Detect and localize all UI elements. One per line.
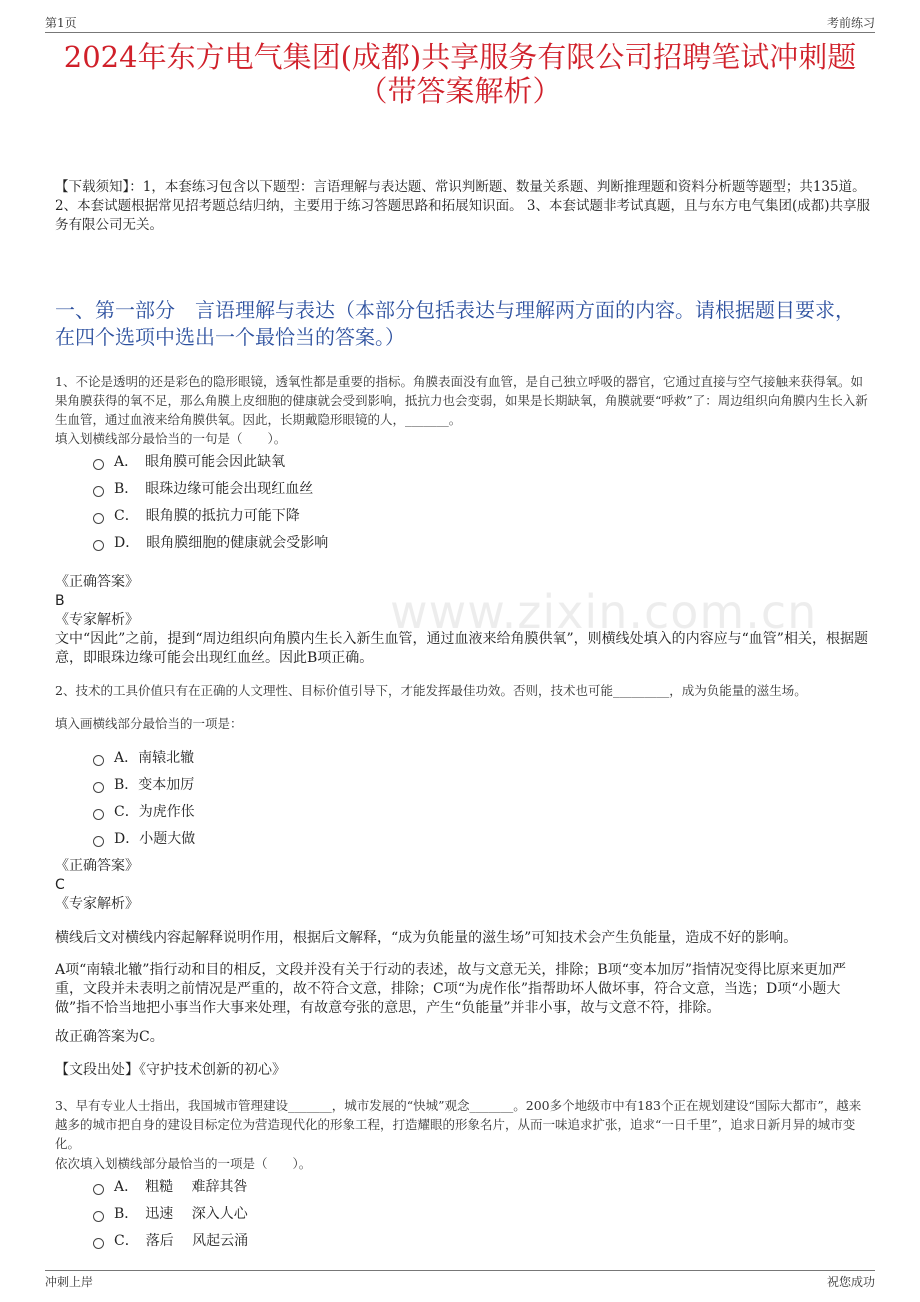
- section-heading: 一、第一部分 言语理解与表达（本部分包括表达与理解两方面的内容。请根据题目要求，在四个选项中选出一个最恰当的答案。）: [55, 298, 855, 349]
- radio-icon[interactable]: [93, 486, 104, 497]
- footer-right: 祝您成功: [826, 1274, 875, 1289]
- q1-option-d[interactable]: [93, 531, 328, 553]
- q2-option-a[interactable]: [93, 746, 194, 768]
- download-notice: 【下载须知】：1，本套练习包含以下题型：言语理解与表达题、常识判断题、数量关系题、判断推理题和资料分析题等题型；共135道。 2、本套试题根据常见招考题总结归纳，主要用于练习答题思路和拓展知识面。 3、本套试题非考试真题，且与东方电气集团(成都)共享服务有限公司无关。: [55, 179, 871, 233]
- header-tag: 考前练习: [826, 15, 875, 30]
- q3-option-c[interactable]: [93, 1229, 248, 1251]
- page-number: 第1页: [45, 15, 77, 30]
- page-header: [45, 12, 875, 33]
- radio-icon[interactable]: [93, 540, 104, 551]
- option-label: D．小题大做: [114, 831, 196, 847]
- option-label: A． 眼角膜可能会因此缺氧: [114, 454, 286, 470]
- q2-answer: C: [55, 877, 65, 893]
- q2-analysis-1: 横线后文对横线内容起解释说明作用，根据后文解释，“成为负能量的滋生场”可知技术会产生负能量，造成不好的影响。: [55, 930, 798, 946]
- option-label: B． 眼珠边缘可能会出现红血丝: [114, 481, 314, 497]
- q1-analysis: 文中“因此”之前，提到“周边组织向角膜内生长入新生血管，通过血液来给角膜供氧”，则横线处填入的内容应与“血管”相关，根据题意，即眼珠边缘可能会出现红血丝。因此B项正确。: [55, 631, 868, 666]
- option-label: B． 迅速 深入人心: [114, 1206, 248, 1222]
- option-label: C． 眼角膜的抵抗力可能下降: [114, 508, 300, 524]
- radio-icon[interactable]: [93, 513, 104, 524]
- q2-analysis-3: 故正确答案为C。: [55, 1029, 164, 1045]
- q2-analysis-label: 《专家解析》: [55, 896, 139, 912]
- option-label: C．为虎作伥: [114, 804, 195, 820]
- q1-answer-label: 《正确答案》: [55, 574, 139, 590]
- title-line-1: 2024年东方电气集团(成都)共享服务有限公司招聘笔试冲刺题: [63, 40, 857, 74]
- page-footer: [45, 1270, 875, 1291]
- option-label: B．变本加厉: [114, 777, 195, 793]
- q2-analysis-2: A项“南辕北辙”指行动和目的相反，文段并没有关于行动的表述，故与文意无关，排除；B项“变本加厉”指情况变得比原来更加严重，文段并未表明之前情况是严重的，故不符合文意，排除；C项“为虎作伥”指帮助坏人做坏事，符合文意，当选；D项“小题大做”指不恰当地把小事当作大事来处理，有故意夸张的意思，产生“负能量”并非小事，故与文意不符，排除。: [55, 962, 847, 1016]
- q1-option-a[interactable]: [93, 450, 285, 472]
- q1-answer: B: [55, 593, 65, 609]
- option-label: A．南辕北辙: [114, 750, 195, 766]
- page-title: [40, 40, 880, 108]
- question-1-text: 1、不论是透明的还是彩色的隐形眼镜，透氧性都是重要的指标。角膜表面没有血管，是自己独立呼吸的器官，它通过直接与空气接触来获得氧。如果角膜获得的氧不足，那么角膜上皮细胞的健康就会受到影响，抵抗力也会变弱，如果是长期缺氧，角膜就要“呼救”了：周边组织向角膜内生长入新生血管，通过血液来给角膜供氧。因此，长期戴隐形眼镜的人，_______。: [55, 374, 868, 427]
- radio-icon[interactable]: [93, 459, 104, 470]
- question-2-text: 2、技术的工具价值只有在正确的人文理性、目标价值引导下，才能发挥最佳功效。否则，技术也可能_________，成为负能量的滋生场。: [55, 683, 807, 698]
- radio-icon[interactable]: [93, 782, 104, 793]
- q3-option-a[interactable]: [93, 1175, 248, 1197]
- option-label: C． 落后 风起云涌: [114, 1233, 249, 1249]
- q1-option-b[interactable]: [93, 477, 313, 499]
- q3-option-b[interactable]: [93, 1202, 248, 1224]
- radio-icon[interactable]: [93, 836, 104, 847]
- option-label: D． 眼角膜细胞的健康就会受影响: [114, 535, 329, 551]
- radio-icon[interactable]: [93, 1184, 104, 1195]
- radio-icon[interactable]: [93, 1238, 104, 1249]
- q2-source: 【文段出处】《守护技术创新的初心》: [55, 1062, 286, 1078]
- q2-option-b[interactable]: [93, 773, 194, 795]
- question-3-text: 3、早有专业人士指出，我国城市管理建设_______，城市发展的“快城”观念_______。200多个地级市中有183个正在规划建设“国际大都市”，越来越多的城市把自身的建设目标定位为营造现代化的形象工程，打造耀眼的形象名片，从而一味追求扩张，追求“一日千里”，追求日新月异的城市变化。: [55, 1098, 862, 1151]
- q2-option-d[interactable]: [93, 827, 195, 849]
- radio-icon[interactable]: [93, 809, 104, 820]
- footer-left: 冲刺上岸: [45, 1274, 94, 1289]
- q2-option-c[interactable]: [93, 800, 195, 822]
- q1-option-c[interactable]: [93, 504, 300, 526]
- question-1-prompt: 填入划横线部分最恰当的一句是（ ）。: [55, 431, 287, 446]
- question-2-prompt: 填入画横线部分最恰当的一项是：: [55, 716, 243, 731]
- title-line-2: （带答案解析）: [358, 74, 562, 108]
- radio-icon[interactable]: [93, 755, 104, 766]
- radio-icon[interactable]: [93, 1211, 104, 1222]
- question-3-prompt: 依次填入划横线部分最恰当的一项是（ ）。: [55, 1156, 312, 1171]
- option-label: A． 粗糙 难辞其咎: [114, 1179, 248, 1195]
- q2-answer-label: 《正确答案》: [55, 858, 139, 874]
- q1-analysis-label: 《专家解析》: [55, 612, 139, 628]
- watermark: www.zixin.com.cn: [390, 585, 818, 639]
